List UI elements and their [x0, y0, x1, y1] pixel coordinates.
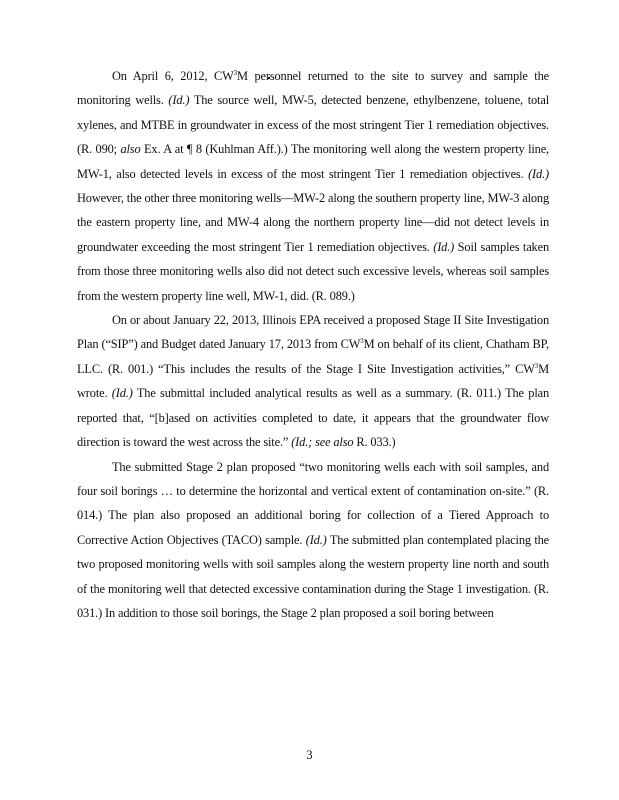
paragraph-1 [77, 64, 549, 308]
paragraph-2 [77, 308, 549, 454]
superscript: 3 [534, 361, 539, 370]
text-run: The submitted Stage 2 plan proposed “two monitoring wells each with soil samples, and four soil borings … to determine the horizontal and vertical extent of contamination on-site.” (R. 014.) The plan also proposed an additional boring for collection of a Tiered Approach to Corrective Action Objectives (TACO) sample. [77, 459, 549, 547]
citation-italic: (Id.; see also [291, 435, 354, 450]
text-run: On or about January 22, 2013, Illinois EPA received a proposed Stage II Site Investigation Plan (“SIP”) and Budget dated January 17, 2013 from CW [77, 313, 549, 352]
citation-italic: (Id.) [111, 386, 133, 401]
text-run: Ex. A at ¶ 8 (Kuhlman Aff.).) The monitoring well along the western property line, MW-1, also detected levels in excess of the most stringent Tier 1 remediation objectives. [77, 142, 549, 181]
text-run: However, the other three monitoring wells—MW-2 along the southern property line, MW-3 along the eastern property line, and MW-4 along the northern property line—did not detect levels in groundwater exceeding the most stringent Tier 1 remediation objectives. [77, 191, 549, 254]
text-run: M wrote. [77, 361, 549, 401]
superscript: 3 [233, 69, 238, 77]
citation-italic: (Id.) [305, 532, 327, 547]
text-run: M personnel returned to the site to survey and sample the monitoring wells. [77, 69, 549, 108]
citation-italic: also [120, 142, 141, 157]
text-run: Soil samples taken from those three monitoring wells also did not detect such excessive levels, whereas soil samples from the western property line well, MW-1, did. (R. 089.) [77, 239, 549, 303]
citation-italic: (Id.) [528, 166, 549, 181]
text-run: R. 033.) [353, 435, 396, 450]
text-run: M on behalf of its client, Chatham BP, LLC. (R. 001.) “This includes the results of the Stage I Site Investigation activities,” CW [77, 337, 549, 376]
citation-italic: (Id.) [168, 93, 190, 108]
paragraph-3 [77, 455, 549, 626]
text-run: The submittal included analytical results as well as a summary. (R. 011.) The plan reported that, “[b]ased on activities completed to date, it appears that the groundwater flow direction is toward the west across the site.” [77, 386, 550, 450]
text-run: The source well, MW-5, detected benzene, ethylbenzene, toluene, total xylenes, and MTBE in groundwater in excess of the most stringent Tier 1 remediation objectives. (R. 090; [77, 93, 549, 157]
text-run: On April 6, 2012, CW [112, 69, 234, 83]
text-run: The submitted plan contemplated placing the two proposed monitoring wells with soil samples along the western property line north and south of the monitoring well that detected excessive contamination during the Stage 1 investigation. (R. 031.) In addition to those soil borings, the Stage 2 plan proposed a soil boring between [77, 532, 550, 620]
citation-italic: (Id.) [433, 239, 455, 254]
superscript: 3 [360, 337, 364, 346]
page-number: 3 [306, 748, 313, 762]
document-body [77, 64, 549, 625]
